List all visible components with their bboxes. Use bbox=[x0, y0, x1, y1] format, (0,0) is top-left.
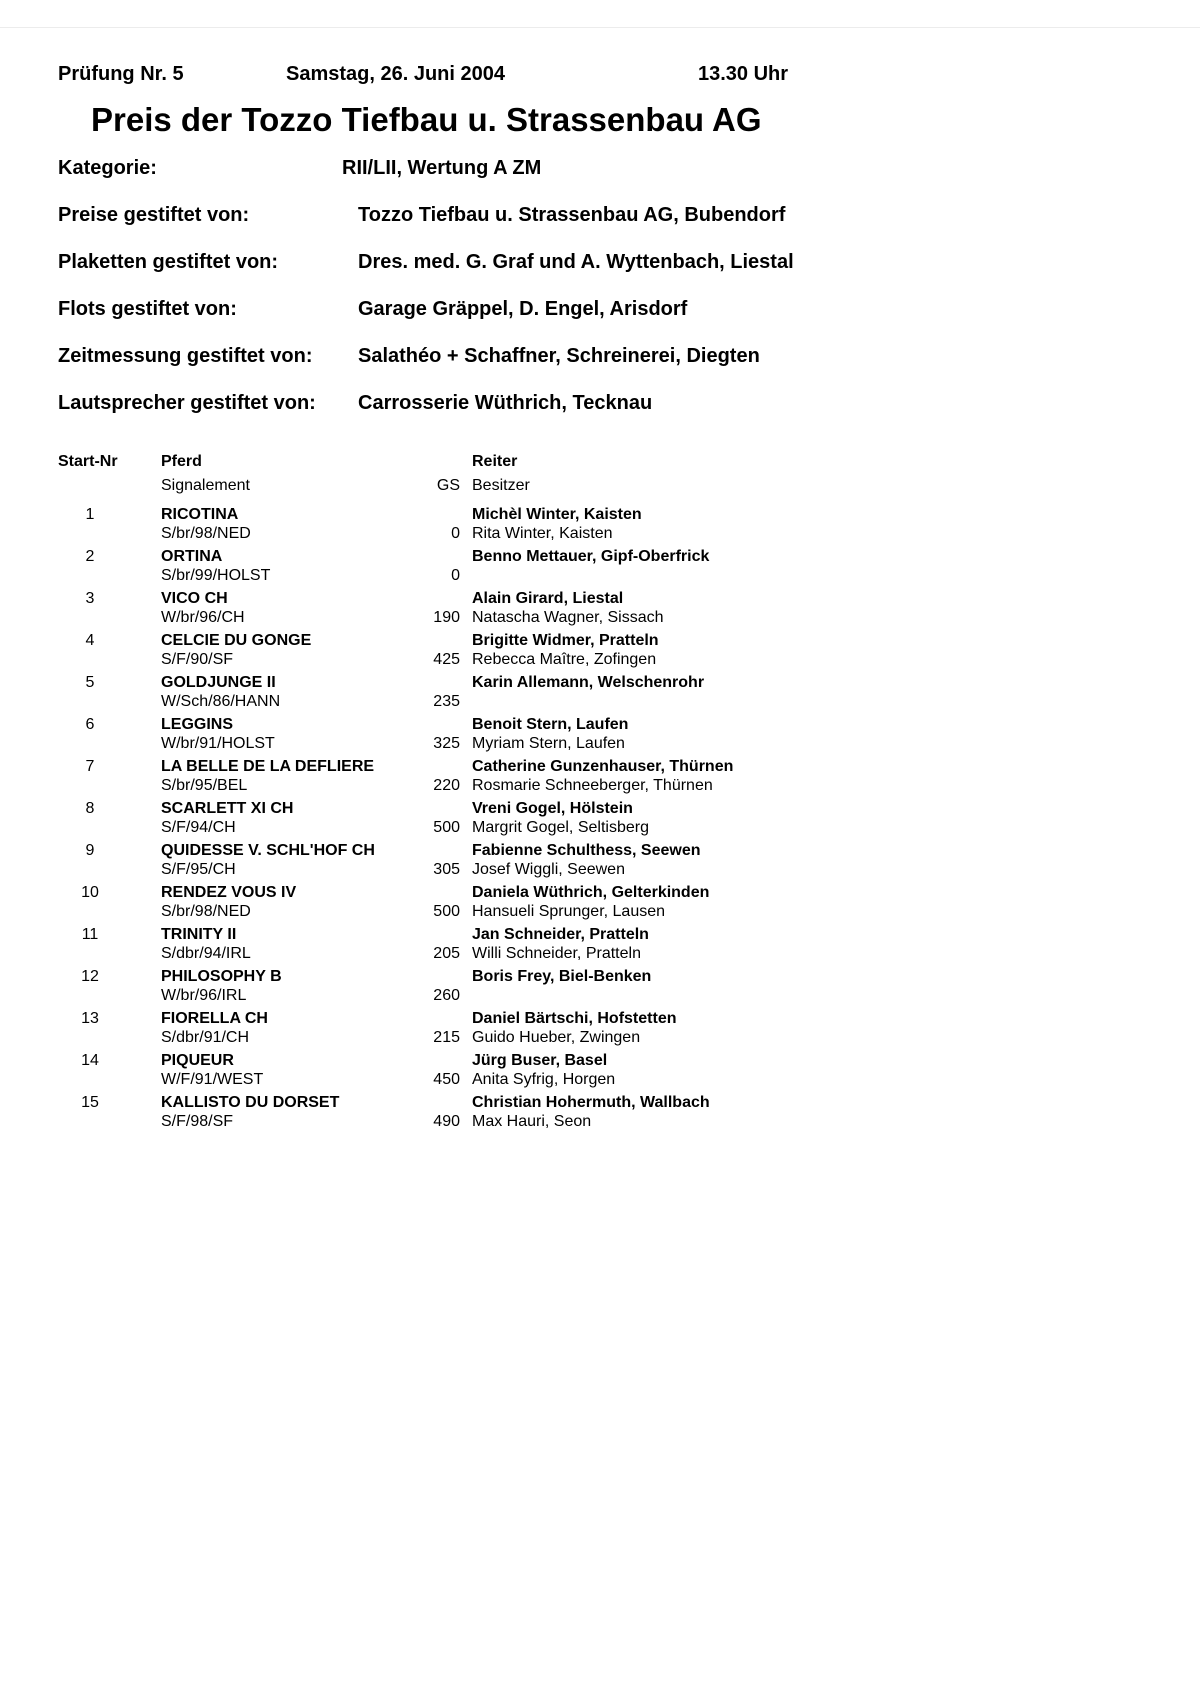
gs-value: 490 bbox=[433, 1113, 460, 1130]
info-label-preise: Preise gestiftet von: bbox=[58, 204, 250, 226]
column-header-reiter: Reiter bbox=[472, 453, 518, 470]
horse-name: TRINITY II bbox=[161, 926, 237, 943]
horse-signalement: W/br/96/CH bbox=[161, 609, 245, 626]
info-value-lautsprecher: Carrosserie Wüthrich, Tecknau bbox=[358, 392, 653, 414]
rider-name: Christian Hohermuth, Wallbach bbox=[472, 1094, 710, 1111]
pruefung-number: Prüfung Nr. 5 bbox=[58, 63, 184, 85]
owner-name: Natascha Wagner, Sissach bbox=[472, 609, 664, 626]
horse-name: PIQUEUR bbox=[161, 1052, 234, 1069]
gs-value: 500 bbox=[433, 903, 460, 920]
gs-value: 325 bbox=[433, 735, 460, 752]
event-date: Samstag, 26. Juni 2004 bbox=[286, 63, 506, 85]
start-number: 12 bbox=[81, 968, 99, 985]
horse-signalement: S/F/90/SF bbox=[161, 651, 234, 668]
rider-name: Vreni Gogel, Hölstein bbox=[472, 800, 633, 817]
column-header-pferd: Pferd bbox=[161, 453, 202, 470]
rider-name: Catherine Gunzenhauser, Thürnen bbox=[472, 758, 734, 775]
start-number: 3 bbox=[85, 590, 95, 607]
start-number: 15 bbox=[81, 1094, 99, 1111]
info-value-kategorie: RII/LII, Wertung A ZM bbox=[342, 157, 542, 179]
table-row bbox=[0, 547, 1200, 589]
table-row bbox=[0, 841, 1200, 883]
horse-name: LEGGINS bbox=[161, 716, 234, 733]
owner-name: Willi Schneider, Pratteln bbox=[472, 945, 641, 962]
horse-signalement: S/F/95/CH bbox=[161, 861, 236, 878]
horse-name: RICOTINA bbox=[161, 506, 239, 523]
page-top-border bbox=[0, 27, 1200, 28]
rider-name: Daniel Bärtschi, Hofstetten bbox=[472, 1010, 677, 1027]
horse-name: FIORELLA CH bbox=[161, 1010, 268, 1027]
horse-name: SCARLETT XI CH bbox=[161, 800, 294, 817]
horse-signalement: W/br/96/IRL bbox=[161, 987, 247, 1004]
horse-name: KALLISTO DU DORSET bbox=[161, 1094, 340, 1111]
owner-name: Rita Winter, Kaisten bbox=[472, 525, 613, 542]
start-number: 13 bbox=[81, 1010, 99, 1027]
gs-value: 190 bbox=[433, 609, 460, 626]
info-label-plaketten: Plaketten gestiftet von: bbox=[58, 251, 279, 273]
rider-name: Karin Allemann, Welschenrohr bbox=[472, 674, 705, 691]
start-number: 8 bbox=[85, 800, 95, 817]
rider-name: Michèl Winter, Kaisten bbox=[472, 506, 642, 523]
gs-value: 235 bbox=[433, 693, 460, 710]
table-row bbox=[0, 967, 1200, 1009]
gs-value: 500 bbox=[433, 819, 460, 836]
horse-name: RENDEZ VOUS IV bbox=[161, 884, 297, 901]
start-number: 5 bbox=[85, 674, 95, 691]
event-time: 13.30 Uhr bbox=[698, 63, 789, 85]
table-row bbox=[0, 673, 1200, 715]
rider-name: Daniela Wüthrich, Gelterkinden bbox=[472, 884, 710, 901]
owner-name: Anita Syfrig, Horgen bbox=[472, 1071, 616, 1088]
table-row bbox=[0, 505, 1200, 547]
table-row bbox=[0, 757, 1200, 799]
rider-name: Jan Schneider, Pratteln bbox=[472, 926, 649, 943]
start-number: 7 bbox=[85, 758, 95, 775]
gs-value: 215 bbox=[433, 1029, 460, 1046]
start-number: 10 bbox=[81, 884, 99, 901]
horse-name: QUIDESSE V. SCHL'HOF CH bbox=[161, 842, 375, 859]
horse-signalement: S/br/98/NED bbox=[161, 903, 251, 920]
gs-value: 220 bbox=[433, 777, 460, 794]
rider-name: Benoit Stern, Laufen bbox=[472, 716, 629, 733]
table-row bbox=[0, 883, 1200, 925]
gs-value: 450 bbox=[433, 1071, 460, 1088]
horse-name: VICO CH bbox=[161, 590, 228, 607]
owner-name: Rebecca Maître, Zofingen bbox=[472, 651, 657, 668]
horse-name: LA BELLE DE LA DEFLIERE bbox=[161, 758, 375, 775]
table-row bbox=[0, 715, 1200, 757]
gs-value: 0 bbox=[451, 525, 460, 542]
gs-value: 260 bbox=[433, 987, 460, 1004]
start-number: 14 bbox=[81, 1052, 99, 1069]
info-label-zeitmessung: Zeitmessung gestiftet von: bbox=[58, 345, 313, 367]
rider-name: Boris Frey, Biel-Benken bbox=[472, 968, 652, 985]
start-number: 9 bbox=[85, 842, 95, 859]
column-header-besitzer: Besitzer bbox=[472, 477, 530, 494]
gs-value: 425 bbox=[433, 651, 460, 668]
horse-name: CELCIE DU GONGE bbox=[161, 632, 312, 649]
owner-name: Hansueli Sprunger, Lausen bbox=[472, 903, 666, 920]
gs-value: 205 bbox=[433, 945, 460, 962]
horse-signalement: W/Sch/86/HANN bbox=[161, 693, 281, 710]
start-number: 11 bbox=[81, 926, 99, 943]
horse-signalement: S/dbr/94/IRL bbox=[161, 945, 251, 962]
table-row bbox=[0, 1093, 1200, 1135]
horse-signalement: S/F/94/CH bbox=[161, 819, 236, 836]
rider-name: Benno Mettauer, Gipf-Oberfrick bbox=[472, 548, 710, 565]
info-label-lautsprecher: Lautsprecher gestiftet von: bbox=[58, 392, 316, 414]
horse-name: PHILOSOPHY B bbox=[161, 968, 282, 985]
info-value-plaketten: Dres. med. G. Graf und A. Wyttenbach, Liestal bbox=[358, 251, 794, 273]
gs-value: 0 bbox=[451, 567, 460, 584]
table-row bbox=[0, 631, 1200, 673]
owner-name: Guido Hueber, Zwingen bbox=[472, 1029, 641, 1046]
table-row bbox=[0, 925, 1200, 967]
table-row bbox=[0, 1009, 1200, 1051]
horse-signalement: S/br/98/NED bbox=[161, 525, 251, 542]
page-title: Preis der Tozzo Tiefbau u. Strassenbau AG bbox=[91, 101, 762, 138]
rider-name: Brigitte Widmer, Pratteln bbox=[472, 632, 659, 649]
owner-name: Josef Wiggli, Seewen bbox=[472, 861, 625, 878]
info-label-kategorie: Kategorie: bbox=[58, 157, 157, 179]
info-value-preise: Tozzo Tiefbau u. Strassenbau AG, Bubendorf bbox=[358, 204, 786, 226]
horse-name: GOLDJUNGE II bbox=[161, 674, 276, 691]
rider-name: Alain Girard, Liestal bbox=[472, 590, 624, 607]
info-label-flots: Flots gestiftet von: bbox=[58, 298, 237, 320]
horse-signalement: W/F/91/WEST bbox=[161, 1071, 264, 1088]
horse-signalement: S/dbr/91/CH bbox=[161, 1029, 250, 1046]
gs-value: 305 bbox=[433, 861, 460, 878]
owner-name: Rosmarie Schneeberger, Thürnen bbox=[472, 777, 713, 794]
info-value-flots: Garage Gräppel, D. Engel, Arisdorf bbox=[358, 298, 688, 320]
owner-name: Margrit Gogel, Seltisberg bbox=[472, 819, 649, 836]
horse-signalement: S/F/98/SF bbox=[161, 1113, 234, 1130]
column-header-signalement: Signalement bbox=[161, 477, 250, 494]
start-number: 1 bbox=[85, 506, 95, 523]
start-number: 6 bbox=[85, 716, 95, 733]
start-number: 4 bbox=[85, 632, 95, 649]
table-row bbox=[0, 589, 1200, 631]
info-value-zeitmessung: Salathéo + Schaffner, Schreinerei, Diegten bbox=[358, 345, 760, 367]
horse-name: ORTINA bbox=[161, 548, 223, 565]
rider-name: Fabienne Schulthess, Seewen bbox=[472, 842, 701, 859]
rider-name: Jürg Buser, Basel bbox=[472, 1052, 608, 1069]
horse-signalement: S/br/99/HOLST bbox=[161, 567, 271, 584]
horse-signalement: S/br/95/BEL bbox=[161, 777, 248, 794]
start-number: 2 bbox=[85, 548, 95, 565]
horse-signalement: W/br/91/HOLST bbox=[161, 735, 275, 752]
column-header-gs: GS bbox=[436, 477, 460, 494]
table-row bbox=[0, 799, 1200, 841]
owner-name: Myriam Stern, Laufen bbox=[472, 735, 625, 752]
table-row bbox=[0, 1051, 1200, 1093]
owner-name: Max Hauri, Seon bbox=[472, 1113, 592, 1130]
column-header-start-nr: Start-Nr bbox=[58, 453, 118, 470]
